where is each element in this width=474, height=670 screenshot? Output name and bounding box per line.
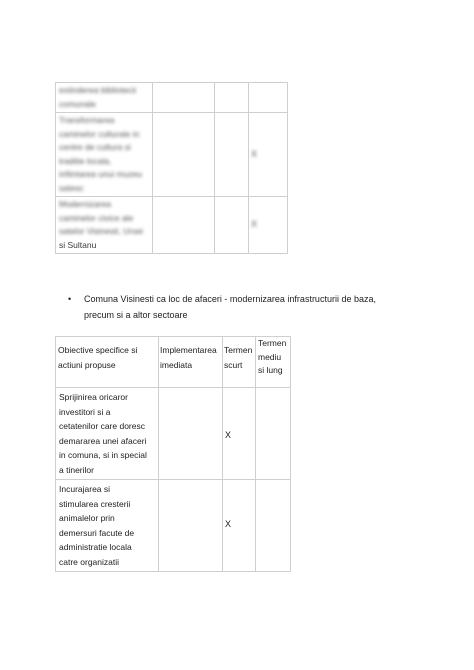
objectives-table <box>55 336 291 572</box>
objective-line: cetatenilor care doresc <box>59 421 145 431</box>
medium-long-term-cell <box>256 388 291 480</box>
short-term-cell <box>223 388 256 480</box>
objective-line: in comuna, si in special <box>59 450 147 460</box>
objective-line: traditie locala, <box>59 155 112 166</box>
objective-line: si Sultanu <box>59 239 97 250</box>
x-mark: X <box>251 148 258 159</box>
table-header-row <box>56 337 291 388</box>
x-mark: X <box>251 219 258 230</box>
objective-cell <box>56 480 159 572</box>
objective-cell <box>56 83 153 113</box>
objective-line: caminelor culturale in <box>59 128 140 139</box>
header-medium-long-term: Termen mediu si lung <box>256 337 291 388</box>
objective-line: stimularea cresterii <box>59 498 131 509</box>
immediate-cell <box>153 197 215 254</box>
short-term-cell <box>215 197 249 254</box>
objective-line: administratie locala <box>59 542 132 552</box>
objectives-table-continued <box>55 82 288 254</box>
objective-line: centre de cultura si <box>59 142 131 152</box>
objective-line: a tinerilor <box>59 464 94 475</box>
objective-cell <box>56 113 153 197</box>
header-short-term: Termen scurt <box>223 337 256 388</box>
table-row <box>56 480 291 572</box>
objective-line: demararea unei afaceri <box>59 435 147 446</box>
objective-line: comunale <box>59 98 96 109</box>
table-row <box>56 388 291 480</box>
objective-line: catre organizatii <box>59 556 120 567</box>
bullet-icon: • <box>68 294 72 304</box>
x-mark: X <box>225 519 232 529</box>
header-objectives: Obiective specifice si actiuni propuse <box>56 337 159 388</box>
table-row <box>56 83 288 113</box>
x-mark: X <box>225 430 232 440</box>
bullet-paragraph <box>70 291 400 323</box>
immediate-cell <box>159 388 223 480</box>
objective-line: Incurajarea si <box>59 484 111 494</box>
table-row <box>56 113 288 197</box>
objective-line: Sprijinirea oricaror <box>59 392 128 402</box>
table-row <box>56 197 288 254</box>
objective-cell <box>56 197 153 254</box>
medium-long-term-cell <box>249 113 288 197</box>
short-term-cell <box>223 480 256 572</box>
objective-line: satesc <box>59 182 84 193</box>
header-immediate: Implementarea imediata <box>159 337 223 388</box>
objective-line: caminelor civice ale <box>59 212 134 223</box>
short-term-cell <box>215 83 249 113</box>
immediate-cell <box>153 83 215 113</box>
medium-long-term-cell <box>256 480 291 572</box>
objective-line: investitori si a <box>59 406 111 417</box>
immediate-cell <box>159 480 223 572</box>
objective-line: extinderea bibliotecii <box>59 85 137 95</box>
immediate-cell <box>153 113 215 197</box>
short-term-cell <box>215 113 249 197</box>
medium-long-term-cell <box>249 83 288 113</box>
medium-long-term-cell <box>249 197 288 254</box>
objective-line: infiintarea unui muzeu <box>59 169 143 179</box>
objective-cell <box>56 388 159 480</box>
bullet-text: Comuna Visinesti ca loc de afaceri - modernizarea infrastructurii de baza, precum si a altor sectoare <box>84 294 376 320</box>
objective-line: demersuri facute de <box>59 527 135 538</box>
objective-line: satelor Visinesti, Ursei <box>59 226 143 236</box>
objective-line: Transformarea <box>59 115 115 125</box>
objective-line: Modernizarea <box>59 199 111 209</box>
objective-line: animalelor prin <box>59 513 115 523</box>
